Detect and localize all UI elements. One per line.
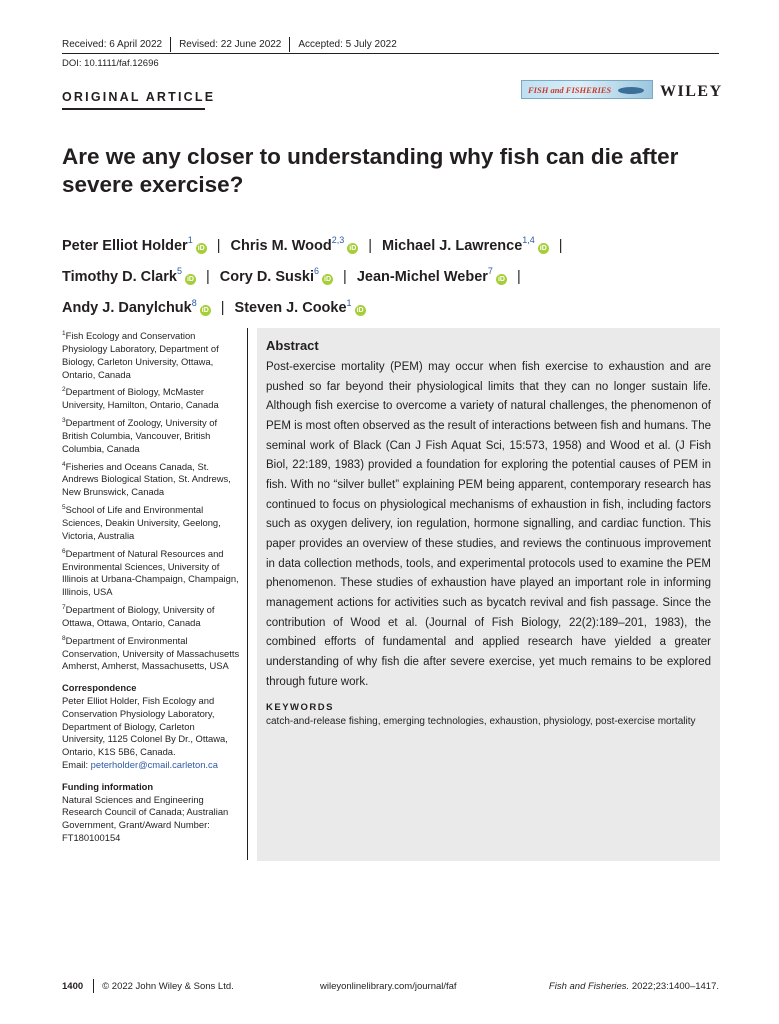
author[interactable]: Jean-Michel Weber$^7$iD — [356, 266, 505, 286]
correspondence-text: Peter Elliot Holder, Fish Ecology and Conservation Physiology Laboratory, Department of Biology, Carleton University, 1125 Colonel By Dr., Ottawa, Ontario, K1S 5B6, Canada. Email: peterholder@cmail.carleton.ca — [62, 694, 228, 770]
affiliation: $^5$School of Life and Environmental Sciences, Deakin University, Geelong, Victoria, Australia — [62, 504, 221, 541]
affiliation: $^2$Department of Biology, McMaster University, Hamilton, Ontario, Canada — [62, 386, 219, 411]
header-rule — [62, 53, 719, 54]
keywords-heading: KEYWORDS — [266, 702, 334, 714]
orcid-icon[interactable]: iD — [197, 244, 205, 252]
affiliation: $^7$Department of Biology, University of Ottawa, Ottawa, Ontario, Canada — [62, 603, 215, 628]
author-list: Peter Elliot Holder$^1$iD | Chris M. Wood$^{2,3}$iD | Michael J. Lawrence$^{1,4}$iD | Timothy D. Clark$^5$iD | Cory D. Suski$^6$iD | Jean-Michel Weber$^7$iD | Andy J. Danylchuk$^8$iD | Steven J. Cooke$^1$iD — [62, 235, 563, 317]
affiliation: $^8$Department of Environmental Conservation, University of Massachusetts Amherst, Amherst, Massachusetts, USA — [62, 634, 240, 672]
abstract-box — [257, 328, 720, 861]
orcid-icon[interactable]: iD — [349, 244, 357, 252]
revised-date: Revised: 22 June 2022 — [179, 39, 282, 50]
affiliation: $^3$Department of Zoology, University of British Columbia, Vancouver, British Columbia, Canada — [62, 417, 218, 454]
divider — [170, 37, 171, 52]
keywords-list: catch-and-release fishing, emerging technologies, exhaustion, physiology, post-exercise mortality — [266, 716, 696, 728]
journal-url[interactable]: wileyonlinelibrary.com/journal/faf — [320, 980, 457, 992]
page-footer — [62, 979, 719, 993]
author[interactable]: Steven J. Cooke$^1$iD — [234, 297, 364, 317]
author[interactable]: Michael J. Lawrence$^{1,4}$iD — [382, 235, 547, 254]
funding-text: Natural Sciences and Engineering Research Council of Canada; Australian Government, Grant/Award Number: FT180100154 — [62, 793, 229, 843]
article-title: Are we any closer to understanding why fish can die after severe exercise? — [62, 144, 679, 197]
author[interactable]: Cory D. Suski$^6$iD — [219, 266, 332, 286]
article-type-label: ORIGINAL ARTICLE — [62, 90, 216, 104]
orcid-icon[interactable]: iD — [497, 276, 505, 284]
author[interactable]: Peter Elliot Holder$^1$iD — [62, 235, 205, 254]
affiliation: $^6$Department of Natural Resources and Environmental Sciences, University of Illinois at Urbana-Champaign, Champaign, Illinois, USA — [62, 547, 239, 598]
orcid-icon[interactable]: iD — [201, 307, 209, 315]
author[interactable]: Andy J. Danylchuk$^8$iD — [62, 297, 209, 317]
funding-heading: Funding information — [62, 780, 154, 792]
divider — [289, 37, 290, 52]
article-type-underline — [62, 108, 205, 110]
orcid-icon[interactable]: iD — [324, 276, 332, 284]
page-number: 1400 — [62, 980, 84, 992]
doi[interactable]: DOI: 10.1111/faf.12696 — [62, 58, 159, 69]
affiliations-column — [62, 328, 240, 845]
correspondence-heading: Correspondence — [62, 682, 137, 694]
citation: Fish and Fisheries. 2022;23:1400–1417. — [548, 980, 719, 992]
publisher-logo[interactable]: WILEY — [660, 83, 723, 100]
abstract-body: Post-exercise mortality (PEM) may occur when fish exercise to exhaustion and are pushed so far beyond their physiological limits that they can no longer sustain life. Although fish exercise to overcome a variety of natural challenges, the phenomenon of PEM is most often observed as the result of interactions between fish and humans. The seminal work of Black (Can J Fish Aquat Sci, 15:573, 1958) and Wood et al. (J Fish Biol, 22:189, 1983) provided a foundation for exploring the potential causes of PEM in fish. With no “silver bullet” explaining PEM being apparent, contemporary research has continued to focus on physiological mechanisms of exhaustion in fish, including factors such as oxygen delivery, ion regulation, hormone signalling, and cardiac function. This paper provides an overview of these studies, and reviews the continuous improvement in data collection methods, tools, and experimental protocols used to examine the PEM phenomenon. These studies of exhaustion have played an important role in informing management actions for activities such as bycatch revival and fish passage. Since the contribution of Wood et al. (Journal of Fish Biology, 22(2):189–201, 1983), the combined efforts of fundamental and applied research have yielded a greater understanding of why fish die after severe exercise, yet much remains to be explored through future work. — [266, 361, 711, 688]
journal-logo-text: FISH and FISHERIES — [528, 84, 612, 95]
orcid-icon[interactable]: iD — [539, 244, 547, 252]
accepted-date: Accepted: 5 July 2022 — [298, 39, 397, 50]
orcid-icon[interactable]: iD — [356, 307, 364, 315]
orcid-icon[interactable]: iD — [186, 276, 194, 284]
affiliation: $^1$Fish Ecology and Conservation Physiology Laboratory, Department of Biology, Carleton University, Ottawa, Ontario, Canada — [62, 330, 219, 380]
divider — [93, 979, 94, 993]
received-date: Received: 6 April 2022 — [62, 39, 163, 50]
email-link[interactable]: peterholder@cmail.carleton.ca — [90, 758, 218, 770]
copyright: © 2022 John Wiley & Sons Ltd. — [102, 980, 234, 992]
affiliation: $^4$Fisheries and Oceans Canada, St. Andrews Biological Station, St. Andrews, New Brunswick, Canada — [62, 460, 231, 498]
author[interactable]: Chris M. Wood$^{2,3}$iD — [230, 235, 357, 254]
author[interactable]: Timothy D. Clark$^5$iD — [62, 266, 194, 286]
journal-logo[interactable] — [521, 80, 653, 99]
fish-icon — [618, 87, 644, 94]
abstract-heading: Abstract — [266, 338, 319, 353]
column-divider — [247, 328, 248, 860]
publication-dates — [62, 37, 397, 52]
